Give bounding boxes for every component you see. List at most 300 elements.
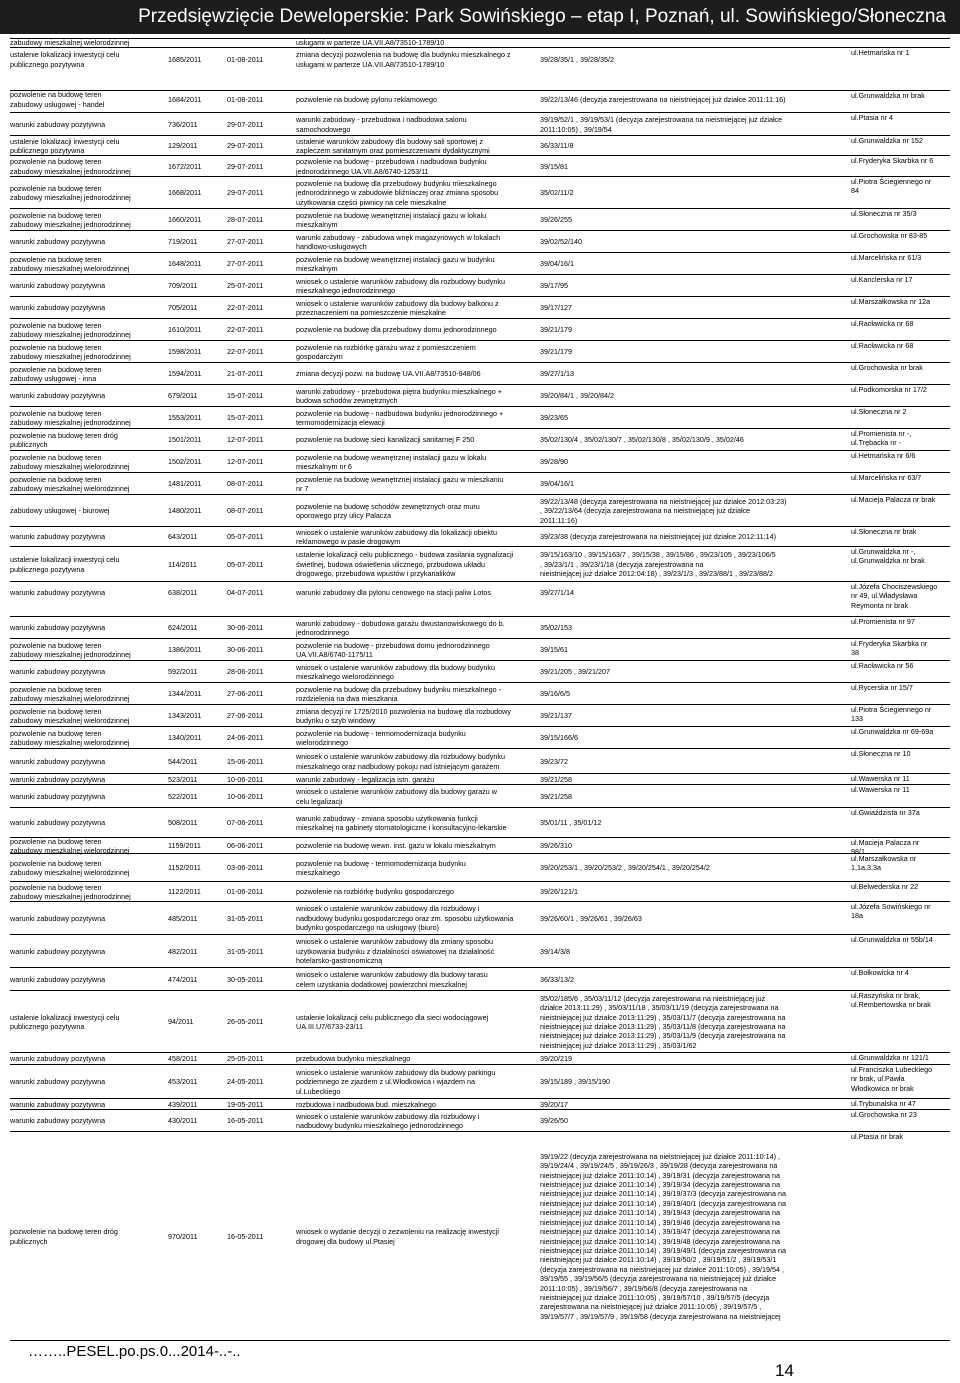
address: ul.Franciszka Lubeckiego nr brak, ul.Pawła Włodkowica nr brak xyxy=(851,1065,933,1093)
address: ul.Belwederska nr 22 xyxy=(851,882,919,891)
table-row xyxy=(10,1131,950,1341)
decision-type: pozwolenie na budowę teren zabudowy mieszkalnej wielorodzinnej xyxy=(10,684,130,703)
decision-type: warunki zabudowy pozytywna xyxy=(10,791,106,801)
decision-type: warunki zabudowy pozytywna xyxy=(10,281,106,291)
decision-number: 1553/2011 xyxy=(168,413,202,423)
decision-description: pozwolenie na budowę - przebudowa i nadbudowa budynku jednorodzinnego UA.VII.A8/6740-1253/11 xyxy=(296,157,487,176)
parcel-ids: 39/22/13/48 (decyzja zarejestrowana na nieistniejącej już działce 2012:03:23) , 39/22/13/64 (decyzja zarejestrowana na nieistniejącej już działce 2011:11:16) xyxy=(540,496,787,525)
address: ul.Grunwaldzka nr -, ul.Grunwaldzka nr brak xyxy=(851,547,925,566)
parcel-ids: 39/21/179 xyxy=(540,347,572,357)
decision-type: pozwolenie na budowę teren zabudowy mieszkalnej jednorodzinnej xyxy=(10,183,131,202)
decision-date: 05-07-2011 xyxy=(227,559,264,569)
table-row xyxy=(10,1109,950,1132)
parcel-ids: 39/27/1/14 xyxy=(540,588,574,598)
decision-date: 30-05-2011 xyxy=(227,974,264,984)
table-row xyxy=(10,47,950,71)
decision-type: pozwolenie na budowę teren zabudowy mieszkalnej jednorodzinnej xyxy=(10,408,131,427)
address: ul.Marcelińska nr 63/7 xyxy=(851,473,922,482)
decision-type: pozwolenie na budowę teren zabudowy mieszkalnej wielorodzinnej xyxy=(10,474,130,493)
decision-type: ustalenie lokalizacji inwestycji celu publicznego pozytywna xyxy=(10,136,120,155)
decision-type: pozwolenie na budowę teren zabudowy mieszkalnej wielorodzinnej xyxy=(10,836,130,855)
decision-number: 638/2011 xyxy=(168,588,198,598)
decision-description: warunki zabudowy dla pylonu cenowego na stacji paliw Lotos xyxy=(296,588,491,598)
decision-type: warunki zabudowy pozytywna xyxy=(10,1054,106,1064)
table-row xyxy=(10,807,950,838)
parcel-ids: 39/19/22 (decyzja zarejestrowana na nieistniejącej już działce 2011:10:14) , 39/19/24/4 , 39/19/24/5 , 39/19/26/3 , 39/19/28 (decyzja zarejestrowana na nieistniejącej już działce 2011:10:14) , 39/19/31 (decyzja zarejestrowana na nieistniejącej już działce 2011:10:14) , 39/19/34 (decyzja zarejestrowana na nieistniejącej już działce 2011:10:14) , 39/19/37/3 (decyzja zarejestrowana na nieistniejącej już działce 2011:10:14) , 39/19/40/1 (decyzja zarejestrowana na nieistniejącej już działce 2011:10:14) , 39/19/43 (decyzja zarejestrowana na nieistniejącej już działce 2011:10:14) , 39/19/46 (decyzja zarejestrowana na nieistniejącej już działce 2011:10:14) , 39/19/47 (decyzja zarejestrowana na nieistniejącej już działce 2011:10:14) , 39/19/48 (decyzja zarejestrowana na nieistniejącej już działce 2011:10:14) , 39/19/49/1 (decyzja zarejestrowana na nieistniejącej już działce 2011:10:14) , 39/19/50/2 , 39/19/51/2 , 39/19/53/1 (decyzja zarejestrowana na nieistniejącej już działce 2011:10:05) , 39/19/54 , 39/19/55 , 39/19/56/5 (decyzja zarejestrowana na nieistniejącej już działce 2011:10:05) , 39/19/56/7 , 39/19/56/8 (decyzja zarejestrowana na nieistniejącej już działce 2011:10:05) , 39/19/57/10 , 39/19/57/5 (decyzja zarejestrowana na nieistniejącej już działce 2011:10:05) , 39/19/57/5 , 39/19/57/7 , 39/19/57/9 , 39/19/58 (decyzja zarejestrowana na nieistniejącej xyxy=(540,1151,786,1321)
decision-description: pozwolenie na budowę schodów zewnętrznych oraz muru oporowego przy ulicy Palacza xyxy=(296,501,480,520)
decision-type: warunki zabudowy pozytywna xyxy=(10,588,106,598)
address: ul.Wawerska nr 11 xyxy=(851,774,910,783)
decision-type: warunki zabudowy pozytywna xyxy=(10,913,106,923)
decision-date: 27-07-2011 xyxy=(227,259,264,269)
decision-number: 129/2011 xyxy=(168,141,198,151)
decision-date: 16-05-2011 xyxy=(227,1116,264,1126)
decision-number: 1152/2011 xyxy=(168,863,201,873)
decision-description: pozwolenie na budowę dla przebudowy budynku mieszkalnego - rozdzielenia na dwa mieszkania xyxy=(296,684,501,703)
parcel-ids: 39/20/17 xyxy=(540,1099,568,1109)
decision-date: 03-06-2011 xyxy=(227,863,264,873)
parcel-ids: 39/26/60/1 , 39/26/61 , 39/26/63 xyxy=(540,913,642,923)
decision-number: 1343/2011 xyxy=(168,711,202,721)
decision-date: 29-07-2011 xyxy=(227,141,264,151)
decision-type: warunki zabudowy pozytywna xyxy=(10,974,106,984)
decision-number: 522/2011 xyxy=(168,791,198,801)
decision-type: warunki zabudowy pozytywna xyxy=(10,237,106,247)
decision-type: pozwolenie na budowę teren zabudowy usługowej - inna xyxy=(10,364,102,383)
decision-type: warunki zabudowy pozytywna xyxy=(10,1099,106,1109)
decision-number: 1501/2011 xyxy=(168,435,202,445)
decision-type: warunki zabudowy pozytywna xyxy=(10,303,106,313)
decision-number: 482/2011 xyxy=(168,946,198,956)
decision-type: pozwolenie na budowę teren zabudowy mieszkalnej jednorodzinnej xyxy=(10,342,131,361)
table-row xyxy=(10,450,950,473)
parcel-ids: 39/21/258 xyxy=(540,791,572,801)
table-row xyxy=(10,660,950,683)
parcel-ids: 39/26/255 xyxy=(540,215,572,225)
decision-number: 94/2011 xyxy=(168,1017,194,1027)
decision-type: pozwolenie na budowę teren zabudowy usługowej - handel xyxy=(10,90,105,109)
decision-date: 15-07-2011 xyxy=(227,413,264,423)
decision-date: 12-07-2011 xyxy=(227,457,264,467)
decision-number: 679/2011 xyxy=(168,391,198,401)
decision-description: wniosek o ustalenie warunków zabudowy dla budowy garażu w celu legalizacji xyxy=(296,787,497,806)
decision-date: 21-07-2011 xyxy=(227,369,264,379)
parcel-ids: 36/33/11/8 xyxy=(540,141,574,151)
table-row xyxy=(10,176,950,209)
table-row xyxy=(10,472,950,495)
address: ul.Ptasia nr 4 xyxy=(851,113,893,122)
document-title: Przedsięwzięcie Deweloperskie: Park Sowińskiego – etap I, Poznań, ul. Sowińskiego/Słoneczna xyxy=(138,6,946,27)
decision-number: 508/2011 xyxy=(168,818,198,828)
table-row xyxy=(10,990,950,1053)
decision-type: pozwolenie na budowę teren zabudowy mieszkalnej wielorodzinnej xyxy=(10,728,130,747)
page-number: 14 xyxy=(775,1361,794,1380)
decision-number: 485/2011 xyxy=(168,913,198,923)
decision-type: ustalenie lokalizacji inwestycji celu publicznego pozytywna xyxy=(10,555,120,574)
decision-description: warunki zabudowy - zmiana sposobu użytkowania funkcji mieszkalnej na gabinety stomatologiczne i konsultacyjno-lekarskie xyxy=(296,813,507,832)
parcel-ids: 35/02/153 xyxy=(540,623,572,633)
table-row xyxy=(10,967,950,991)
parcel-ids: 36/33/13/2 xyxy=(540,974,574,984)
address: ul.Grochowska nr brak xyxy=(851,363,923,372)
address: ul.Ptasia nr brak xyxy=(851,1132,903,1141)
decision-number: 705/2011 xyxy=(168,303,198,313)
table-row xyxy=(10,638,950,661)
address: ul.Racławicka nr 68 xyxy=(851,341,914,350)
decision-date: 31-05-2011 xyxy=(227,913,264,923)
address: ul.Gwiaździsta nr 37a xyxy=(851,808,920,817)
table-row xyxy=(10,90,950,108)
table-row xyxy=(10,726,950,749)
address: ul.Raszyńska nr brak, ul.Rembertowska nr brak xyxy=(851,991,931,1010)
decision-date: 28-07-2011 xyxy=(227,215,264,225)
decision-date: 29-07-2011 xyxy=(227,188,264,198)
parcel-ids: 39/23/65 xyxy=(540,413,568,423)
decision-type: pozwolenie na budowę teren zabudowy mieszkalnej jednorodzinnej xyxy=(10,640,131,659)
decision-description: wniosek o ustalenie warunków zabudowy dla rozbudowy i nadbudowy budynku mieszkalnego jednorodzinnego xyxy=(296,1111,480,1130)
parcel-ids: 39/20/219 xyxy=(540,1054,572,1064)
decision-date: 07-06-2011 xyxy=(227,818,264,828)
decision-date: 25-05-2011 xyxy=(227,1054,264,1064)
address: ul.Słoneczna nr 35/3 xyxy=(851,209,917,218)
address: ul.Racławicka nr 68 xyxy=(851,319,914,328)
decision-description: wniosek o ustalenie warunków zabudowy dla budowy tarasu celem uzyskania dodatkowej powierzchni mieszkalnej xyxy=(296,970,488,989)
table-row xyxy=(10,406,950,429)
table-row xyxy=(10,526,950,547)
table-row xyxy=(10,704,950,727)
parcel-ids xyxy=(540,39,846,47)
decision-type: warunki zabudowy pozytywna xyxy=(10,946,106,956)
parcel-ids: 39/26/310 xyxy=(540,841,572,851)
decision-date: 16-05-2011 xyxy=(227,1231,264,1241)
decision-date: 24-05-2011 xyxy=(227,1077,264,1087)
address: ul.Hetmańska nr 1 xyxy=(851,48,910,57)
decision-type: pozwolenie na budowę teren zabudowy mieszkalnej wielorodzinnej xyxy=(10,452,130,471)
decision-date: 15-07-2011 xyxy=(227,391,264,401)
decision-number: 1480/2011 xyxy=(168,506,202,516)
decision-date: 22-07-2011 xyxy=(227,303,264,313)
decision-description: przebudowa budynku mieszkalnego xyxy=(296,1054,411,1064)
decision-description: wniosek o ustalenie warunków zabudowy dla budowy balkonu z przeznaczeniem na pomieszczenie mieszkalne xyxy=(296,298,499,317)
address: ul.Promienista nr -, ul.Trębacka nr - xyxy=(851,429,912,448)
table-row xyxy=(10,208,950,231)
decision-type: pozwolenie na budowę teren zabudowy mieszkalnej jednorodzinnej xyxy=(10,320,131,339)
parcel-ids: 39/19/52/1 , 39/19/53/1 (decyzja zarejestrowana na nieistniejącej już działce 2011:10:05) , 39/19/54 xyxy=(540,115,783,134)
table-row xyxy=(10,112,950,136)
decision-date: 04-07-2011 xyxy=(227,588,264,598)
table-row xyxy=(10,384,950,407)
decision-date: 08-07-2011 xyxy=(227,479,264,489)
decision-date: 26-05-2011 xyxy=(227,1017,264,1027)
table-row xyxy=(10,616,950,639)
parcel-ids: 39/17/95 xyxy=(540,281,568,291)
decision-date: 01-08-2011 xyxy=(227,94,264,104)
parcel-ids: 39/21/258 xyxy=(540,774,572,784)
decision-number: 430/2011 xyxy=(168,1116,198,1126)
decision-type: warunki zabudowy pozytywna xyxy=(10,532,106,542)
parcel-ids: 39/15/163/10 , 39/15/163/7 , 39/15/38 , 39/15/86 , 39/23/105 , 39/23/106/5 , 39/23/1/1 , 39/23/1/18 (decyzja zarejestrowana na nieistniejącej już działce 2012:04:18) , 39/23/1/3 , 39/23/88/1 , 39/23/88/2 xyxy=(540,550,776,579)
decision-description: rozbudowa i nadbudowa bud. mieszkalnego xyxy=(296,1099,436,1109)
parcel-ids: 39/26/50 xyxy=(540,1116,568,1126)
decision-type: pozwolenie na budowę teren zabudowy mieszkalnej wielorodzinnej xyxy=(10,858,130,877)
decision-description: pozwolenie na budowę sieci kanalizacji sanitarnej F 250 xyxy=(296,435,475,445)
decision-type: warunki zabudowy pozytywna xyxy=(10,774,106,784)
parcel-ids: 39/04/16/1 xyxy=(540,479,574,489)
parcel-ids: 39/21/205 , 39/21/207 xyxy=(540,667,610,677)
decision-description: wniosek o ustalenie warunków zabudowy dla rozbudowy budynku mieszkalnego oraz nadbudowy pokoju nad istniejącym garażem xyxy=(296,752,505,771)
decision-number: 1122/2011 xyxy=(168,887,201,897)
parcel-ids: 39/15/81 xyxy=(540,161,568,171)
decision-number: 1672/2011 xyxy=(168,161,202,171)
decision-description: wniosek o ustalenie warunków zabudowy dla zmiany sposobu użytkowania budynku z działalności oświatowej na działalność hotelarsko-gastronomiczną xyxy=(296,937,495,966)
decision-type: warunki zabudowy pozytywna xyxy=(10,119,106,129)
decision-number: 544/2011 xyxy=(168,756,198,766)
decision-type: pozwolenie na budowę teren zabudowy mieszkalnej jednorodzinnej xyxy=(10,210,131,229)
decision-number: 1594/2011 xyxy=(168,369,202,379)
decision-number: 1598/2011 xyxy=(168,347,202,357)
address: ul.Promienista nr 97 xyxy=(851,617,915,626)
decision-number: 970/2011 xyxy=(168,1231,198,1241)
address: ul.Marszałkowska nr 12a xyxy=(851,297,931,306)
decision-date: 27-06-2011 xyxy=(227,689,264,699)
table-row xyxy=(10,581,950,610)
decision-number: 1386/2011 xyxy=(168,645,202,655)
decision-description: warunki zabudowy - dobudowa garażu dwustanowiskowego do b. jednorodzinnego xyxy=(296,618,505,637)
decision-description: pozwolenie na budowę wewn. inst. gazu w lokalu mieszkalnym xyxy=(296,841,496,851)
decision-type: ustalenie lokalizacji inwestycji celu publicznego pozytywna xyxy=(10,1012,120,1031)
decision-date: 08-07-2011 xyxy=(227,506,264,516)
table-row xyxy=(10,881,950,902)
parcel-ids: 39/28/35/1 , 39/28/35/2 xyxy=(540,54,614,64)
decision-date: 01-08-2011 xyxy=(227,54,264,64)
table-row xyxy=(10,784,950,808)
decision-type: zabudowy mieszkalnej wielorodzinnej xyxy=(10,38,130,48)
decision-date: 27-06-2011 xyxy=(227,711,264,721)
decision-date: 10-06-2011 xyxy=(227,791,264,801)
table-row xyxy=(10,546,950,582)
decision-date: 19-05-2011 xyxy=(227,1099,264,1109)
decision-date: 24-06-2011 xyxy=(227,733,264,743)
table-row xyxy=(10,135,950,156)
decision-number: 624/2011 xyxy=(168,623,198,633)
decision-date: 30-06-2011 xyxy=(227,645,264,655)
decision-description: pozwolenie na budowę wewnętrznej instalacji gazu w budynku mieszkalnym xyxy=(296,254,495,273)
decision-number: 643/2011 xyxy=(168,532,198,542)
address: ul.Fryderyka Skarbka nr 38 xyxy=(851,639,928,658)
address: ul.Wawerska nr 11 xyxy=(851,785,910,794)
parcel-ids: 39/27/1/13 xyxy=(540,369,574,379)
parcel-ids: 35/02/130/4 , 35/02/130/7 , 35/02/130/8 , 35/02/130/9 , 35/02/46 xyxy=(540,435,744,445)
decision-description: ustalenie lokalizacji celu publicznego - budowa zasilania sygnalizacji świetlnej, budowa oświetlenia ulicznego, przbudowa układu drogowego, przebudowa wpustów i przykanalików xyxy=(296,550,514,579)
address: ul.Grunwaldzka nr 121/1 xyxy=(851,1053,929,1062)
address: ul.Słoneczna nr 2 xyxy=(851,407,907,416)
decision-date: 30-06-2011 xyxy=(227,623,264,633)
decision-description: pozwolenie na budowę - przebudowa domu jednorodzinnego UA.VII.A8/6740-1175/11 xyxy=(296,640,490,659)
decision-description: ustalenie lokalizacji celu publicznego dla sieci wodociągowej UA.III.U7/6733-23/11 xyxy=(296,1012,489,1031)
address: ul.Słoneczna nr brak xyxy=(851,527,917,536)
decision-date: 15-06-2011 xyxy=(227,756,264,766)
decision-description: pozwolenie na budowę - termomodernizacja budynku mieszkalnego xyxy=(296,858,466,877)
decision-type: warunki zabudowy pozytywna xyxy=(10,623,106,633)
decision-number: 1610/2011 xyxy=(168,325,202,335)
decision-number: 719/2011 xyxy=(168,237,198,247)
decision-number: 1685/2011 xyxy=(168,54,202,64)
table-row xyxy=(10,252,950,275)
decision-date: 31-05-2011 xyxy=(227,946,264,956)
parcel-ids: 39/21/179 xyxy=(540,325,572,335)
table-row xyxy=(10,748,950,774)
decision-description: pozwolenie na budowę - termomodernizacja budynku wielorodzinnego xyxy=(296,728,466,747)
address: ul.Trybunalska nr 47 xyxy=(851,1099,916,1108)
table-row xyxy=(10,362,950,385)
decision-date: 12-07-2011 xyxy=(227,435,264,445)
decision-number: 439/2011 xyxy=(168,1099,198,1109)
decision-description: zmiana decyzji pozwolenia na budowę dla budynku mieszkalnego z usługami w parterze UA.VII.A8/73510-1789/10 xyxy=(296,50,511,69)
decision-type: zabudowy usługowej - biurowej xyxy=(10,506,110,516)
decision-description: warunki zabudowy - przebudowa piętra budynku mieszkalnego + budowa schodów zewnętrznych xyxy=(296,386,502,405)
decision-number: 474/2011 xyxy=(168,974,198,984)
decision-number: 1502/2011 xyxy=(168,457,202,467)
decision-date: 22-07-2011 xyxy=(227,347,264,357)
decision-number: 458/2011 xyxy=(168,1054,198,1064)
decision-type: pozwolenie na budowę teren dróg publicznych xyxy=(10,1227,118,1246)
decision-type: pozwolenie na budowę teren dróg publicznych xyxy=(10,430,118,449)
parcel-ids: 39/21/137 xyxy=(540,711,572,721)
decision-number: 1344/2011 xyxy=(168,689,202,699)
decision-description: warunki zabudowy - zabudowa wnęk magazynowych w lokalach handlowo-usługowych xyxy=(296,232,501,251)
table-row xyxy=(10,428,950,451)
address: ul.Kanclerska nr 17 xyxy=(851,275,913,284)
address: ul.Józefa Chociszewskiego nr 49, ul.Władysława Reymonta nr brak xyxy=(851,582,938,610)
table-row xyxy=(10,1064,950,1099)
table-row xyxy=(10,494,950,527)
parcel-ids: 39/20/253/1 , 39/20/253/2 , 39/20/254/1 , 39/20/254/2 xyxy=(540,863,710,873)
table-row xyxy=(10,318,950,341)
decision-type: warunki zabudowy pozytywna xyxy=(10,818,106,828)
decision-number: 1159/2011 xyxy=(168,841,201,851)
decision-date: 27-07-2011 xyxy=(227,237,264,247)
decision-date xyxy=(227,39,287,47)
parcel-ids: 39/23/72 xyxy=(540,756,568,766)
decision-type: pozwolenie na budowę teren zabudowy mieszkalnej wielorodzinnej xyxy=(10,254,130,273)
decision-date: 22-07-2011 xyxy=(227,325,264,335)
address: ul.Macieja Palacza nr 98/1 xyxy=(851,838,920,857)
page-header xyxy=(0,0,960,34)
decision-type: warunki zabudowy pozytywna xyxy=(10,1116,106,1126)
parcel-ids: 39/23/38 (decyzja zarejestrowana na nieistniejącej już działce 2012:11:14) xyxy=(540,532,777,542)
decision-number: 1481/2011 xyxy=(168,479,202,489)
decision-number: 709/2011 xyxy=(168,281,198,291)
decision-description: pozwolenie na budowę dla przebudowy domu jednorodzinnego xyxy=(296,325,497,335)
address: ul.Macieja Palacza nr brak xyxy=(851,495,936,504)
decision-number: 114/2011 xyxy=(168,559,197,569)
parcel-ids: 35/02/11/2 xyxy=(540,188,574,198)
decision-type: warunki zabudowy pozytywna xyxy=(10,756,106,766)
footer-rule xyxy=(10,1340,950,1341)
parcel-ids: 39/26/121/1 xyxy=(540,887,578,897)
decision-description: pozwolenie na budowę pylonu reklamowego xyxy=(296,94,438,104)
table-row xyxy=(10,853,950,882)
decision-date: 25-07-2011 xyxy=(227,281,264,291)
decision-number: 453/2011 xyxy=(168,1077,198,1087)
decision-number: 1684/2011 xyxy=(168,94,202,104)
address: ul.Grochowska nr 83-85 xyxy=(851,231,928,240)
parcel-ids: 39/28/90 xyxy=(540,457,568,467)
address: ul.Grunwaldzka nr 152 xyxy=(851,136,923,145)
table-row xyxy=(10,230,950,253)
decision-number: 1648/2011 xyxy=(168,259,202,269)
decision-description: pozwolenie na budowę wewnętrznej instalacji gazu w lokalu mieszkalnym nr 6 xyxy=(296,452,487,471)
parcel-ids: 39/15/61 xyxy=(540,645,568,655)
parcel-ids: 39/17/127 xyxy=(540,303,572,313)
decision-description: wniosek o wydanie decyzji o zezwoleniu na realizację inwestycji drogowej dla budowy ul.Ptasiej xyxy=(296,1227,499,1246)
address: ul.Racławicka nr 56 xyxy=(851,661,914,670)
decision-number: 592/2011 xyxy=(168,667,198,677)
address: ul.Grochowska nr 23 xyxy=(851,1110,917,1119)
decision-description: zmiana decyzji pozw. na budowę UA.VII.A8/73510-948/06 xyxy=(296,369,481,379)
decision-description: wniosek o ustalenie warunków zabudowy dla budowy parkingu podziemnego ze zjazdem z ul.Włodkowica i wjazdem na ul.Lubeckiego xyxy=(296,1067,496,1096)
decision-description: pozwolenie na rozbiórkę garażu wraz z pomieszczeniem gospodarczym xyxy=(296,342,476,361)
address: ul.Podkomorska nr 17/2 xyxy=(851,385,927,394)
parcel-ids: 39/02/52/140 xyxy=(540,237,582,247)
address: ul.Fryderyka Skarbka nr 6 xyxy=(851,156,934,165)
table-row xyxy=(10,901,950,935)
decision-type: pozwolenie na budowę teren zabudowy mieszkalnej jednorodzinnej xyxy=(10,882,131,901)
decision-number xyxy=(168,39,212,47)
decision-description: wniosek o ustalenie warunków zabudowy dla lokalizacji obiektu reklamowego w pasie drogowym xyxy=(296,527,497,546)
address: ul.Bołkowicka nr 4 xyxy=(851,968,909,977)
decision-type: pozwolenie na budowę teren zabudowy mieszkalnej wielorodzinnej xyxy=(10,706,130,725)
decision-date: 06-06-2011 xyxy=(227,841,264,851)
table-row xyxy=(10,836,950,857)
decision-description: wniosek o ustalenie warunków zabudowy dla budowy budynku mieszkalnego wielorodzinnego xyxy=(296,662,495,681)
parcel-ids: 39/15/166/6 xyxy=(540,733,578,743)
decision-description: usługami w parterze UA.VII.A8/73510-1789/10 xyxy=(296,38,445,48)
address: ul.Grunwaldzka nr brak xyxy=(851,91,925,100)
decision-description: pozwolenie na budowę wewnętrznej instalacji gazu w mieszkaniu nr 7 xyxy=(296,474,504,493)
decision-description: wniosek o ustalenie warunków zabudowy dla rozbudowy budynku mieszkalnego jednorodzinnego xyxy=(296,276,505,295)
decision-number: 736/2011 xyxy=(168,119,198,129)
address: ul.Józefa Sowińskiego nr 18a xyxy=(851,902,931,921)
decision-description: wniosek o ustalenie warunków zabudowy dla rozbudowy i nadbudowy budynku gospodarczego oraz zm. sposobu użytkowania budynku gospodarczego na usługowy (biuro) xyxy=(296,904,514,933)
parcel-ids: 39/14/3/8 xyxy=(540,946,570,956)
decision-type: pozwolenie na budowę teren zabudowy mieszkalnej jednorodzinnej xyxy=(10,157,131,176)
address: ul.Piotra Ściegiennego nr 84 xyxy=(851,177,932,196)
decision-type: warunki zabudowy pozytywna xyxy=(10,1077,106,1087)
decision-date: 28-06-2011 xyxy=(227,667,264,677)
table-row xyxy=(10,274,950,297)
parcel-ids: 39/15/189 , 39/15/190 xyxy=(540,1077,610,1087)
decision-type: warunki zabudowy pozytywna xyxy=(10,667,106,677)
address: ul.Piotra Ściegiennego nr 133 xyxy=(851,705,932,724)
parcel-ids: 39/04/16/1 xyxy=(540,259,574,269)
table-row xyxy=(10,934,950,968)
decision-date: 29-07-2011 xyxy=(227,161,264,171)
address: ul.Słoneczna nr 10 xyxy=(851,749,911,758)
address: ul.Hetmańska nr 6/6 xyxy=(851,451,916,460)
decision-number: 1668/2011 xyxy=(168,188,202,198)
parcel-ids: 39/16/6/5 xyxy=(540,689,570,699)
decision-description: zmiana decyzji nr 1725/2010 pozwolenia na budowę dla rozbudowy budynku o szyb windowy xyxy=(296,706,511,725)
parcel-ids: 35/01/11 , 35/01/12 xyxy=(540,818,602,828)
address: ul.Grunwaldzka nr 55b/14 xyxy=(851,935,933,944)
decision-description: warunki zabudowy - legalizacja istn. garażu xyxy=(296,774,435,784)
decision-description: warunki zabudowy - przebudowa i nadbudowa salonu samochodowego xyxy=(296,115,467,134)
decision-date: 01-06-2011 xyxy=(227,887,264,897)
decision-description: pozwolenie na budowę dla przebudowy budynku mieszkalnego jednorodzinnego w zabudowie bliźniaczej oraz zmiana sposobu użytkowania części piwnicy na cele mieszkalne xyxy=(296,178,499,207)
decision-description: pozwolenie na rozbiórkę budynku gospodarczego xyxy=(296,887,454,897)
decision-number: 523/2011 xyxy=(168,774,198,784)
